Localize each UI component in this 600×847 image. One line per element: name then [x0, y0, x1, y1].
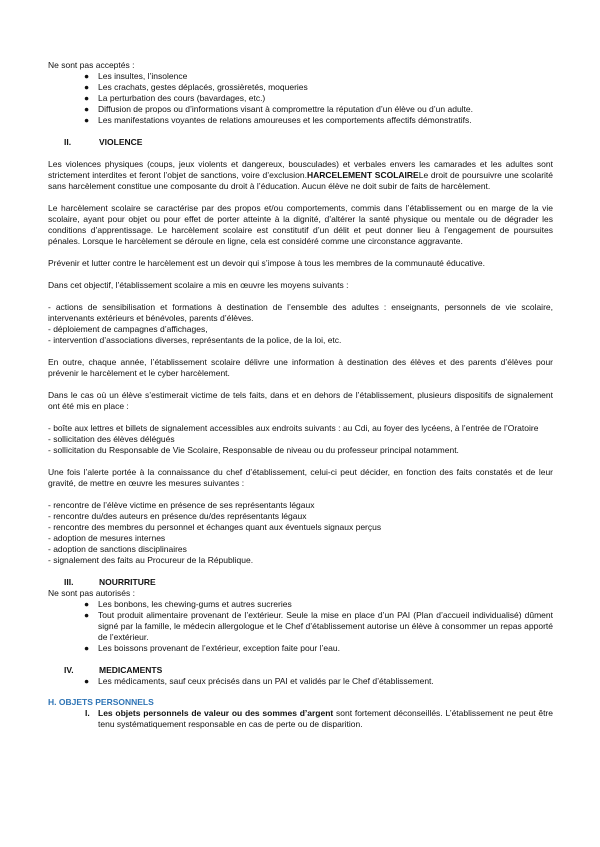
- not-accepted-intro: Ne sont pas acceptés :: [48, 60, 135, 70]
- section-heading-personal-objects: H. OBJETS PERSONNELS: [48, 697, 154, 707]
- personal-objects-item: I. Les objets personnels de valeur ou des sommes d’argent sont fortement déconseillés. L’établissement ne peut être tenu systématiquement responsable en cas de perte ou de disparition.: [85, 708, 553, 729]
- reporting-devices-list: [48, 423, 553, 456]
- list-item: ● La perturbation des cours (bavardages, etc.): [84, 93, 266, 103]
- violence-paragraph-1: Les violences physiques (coups, jeux violents et dangereux, bousculades) et verbales envers les camarades et les adultes sont strictement interdites et feront l’objet de sanctions, voire d’exclusion.HARCELEMENT SCOLAIRELe droit de poursuivre une scolarité sans harcèlement constitue une composante du droit à l’éducation. Aucun élève ne doit subir de faits de harcèlement.: [48, 159, 553, 191]
- violence-paragraph-3: Prévenir et lutter contre le harcèlement est un devoir qui s’impose à tous les membres de la communauté éducative.: [48, 258, 486, 268]
- list-item: - intervention d’associations diverses, représentants de la police, de la loi, etc.: [48, 335, 342, 345]
- list-item: - déploiement de campagnes d’affichages,: [48, 324, 208, 334]
- bullet-icon: ●: [84, 643, 90, 653]
- list-item: - rencontre de l’élève victime en présence de ses représentants légaux: [48, 500, 315, 510]
- violence-paragraph-5: En outre, chaque année, l’établissement scolaire délivre une information à destination des élèves et des parents d’élèves pour prévenir le harcèlement et le cyber harcèlement.: [48, 357, 553, 378]
- personal-objects-bold: Les objets personnels de valeur ou des sommes d’argent: [98, 708, 334, 718]
- harcelement-heading: HARCELEMENT SCOLAIRE: [306, 170, 419, 180]
- violence-paragraph-6: Dans le cas où un élève s’estimerait victime de tels faits, dans et en dehors de l’établissement, plusieurs dispositifs de signalement ont été mis en place :: [48, 390, 553, 411]
- violence-paragraph-2: Le harcèlement scolaire se caractérise par des propos et/ou comportements, commis dans l’établissement ou en marge de la vie scolaire, ayant pour objet ou pour effet de porter atteinte à la dignité, d’altérer la santé physique ou mentale ou de dégrader les conditions d’apprentissage. Le harcèlement scolaire est constitutif d’un délit et peut donner lieu à l’engagement de poursuites pénales. Lorsque le harcèlement se déroule en ligne, cela est considéré comme une circonstance aggravante.: [48, 203, 553, 246]
- list-item: ● Diffusion de propos ou d’informations visant à compromettre la réputation d’un élève ou d’un adulte.: [84, 104, 474, 114]
- bullet-icon: ●: [84, 104, 90, 114]
- list-item: ● Les insultes, l’insolence: [84, 71, 188, 81]
- list-item: ● Les bonbons, les chewing-gums et autres sucreries: [84, 599, 292, 609]
- bullet-icon: ●: [84, 599, 90, 609]
- list-item: ● Les boissons provenant de l’extérieur, exception faite pour l’eau.: [84, 643, 340, 653]
- not-accepted-list: [48, 71, 553, 126]
- page-content: [48, 60, 553, 730]
- violence-heading: [48, 137, 553, 148]
- list-item: - rencontre du/des auteurs en présence du/des représentants légaux: [48, 511, 307, 521]
- list-item: ● Les crachats, gestes déplacés, grossièretés, moqueries: [84, 82, 308, 92]
- violence-heading-number: II.: [64, 137, 72, 147]
- personal-objects-number: I.: [85, 708, 90, 718]
- food-heading-number: III.: [64, 577, 74, 587]
- list-item: - signalement des faits au Procureur de la République.: [48, 555, 254, 565]
- violence-paragraph-4: Dans cet objectif, l’établissement scolaire a mis en œuvre les moyens suivants :: [48, 280, 349, 290]
- bullet-icon: ●: [84, 82, 90, 92]
- list-item: ● Les manifestations voyantes de relations amoureuses et les comportements affectifs démonstratifs.: [84, 115, 472, 125]
- measures-list: [48, 500, 553, 566]
- bullet-icon: ●: [84, 93, 90, 103]
- food-list: [48, 599, 553, 654]
- list-item: - sollicitation des élèves délégués: [48, 434, 175, 444]
- food-heading-title: NOURRITURE: [99, 577, 156, 587]
- medicine-heading-number: IV.: [64, 665, 74, 675]
- bullet-icon: ●: [84, 610, 90, 620]
- list-item: - boîte aux lettres et billets de signalement accessibles aux endroits suivants : au Cdi, au foyer des lycéens, à l’entrée de l’Oratoire: [48, 423, 539, 433]
- medicine-heading: [48, 665, 553, 676]
- food-intro: Ne sont pas autorisés :: [48, 588, 135, 598]
- bullet-icon: ●: [84, 115, 90, 125]
- medicine-list: [48, 676, 553, 687]
- list-item: - adoption de mesures internes: [48, 533, 166, 543]
- list-item: ● Les médicaments, sauf ceux précisés dans un PAI et validés par le Chef d’établissement.: [84, 676, 434, 686]
- bullet-icon: ●: [84, 676, 90, 686]
- violence-heading-title: VIOLENCE: [99, 137, 143, 147]
- list-item: - adoption de sanctions disciplinaires: [48, 544, 187, 554]
- list-item: - actions de sensibilisation et formations à destination de l’ensemble des adultes : enseignants, personnels de vie scolaire, intervenants extérieurs et bénévoles, parents d’élèves.: [48, 302, 553, 323]
- medicine-heading-title: MEDICAMENTS: [99, 665, 163, 675]
- list-item: - rencontre des membres du personnel et échanges quant aux éventuels signaux perçus: [48, 522, 382, 532]
- list-item: ● Tout produit alimentaire provenant de l’extérieur. Seule la mise en place d’un PAI (Plan d’accueil individualisé) dûment signé par la famille, le médecin allergologue et le Chef d’établissement autorise un élève à consommer un repas apporté de l’extérieur.: [84, 610, 553, 642]
- violence-paragraph-7: Une fois l’alerte portée à la connaissance du chef d’établissement, celui-ci peut décider, en fonction des faits constatés et de leur gravité, de mettre en œuvre les mesures suivantes :: [48, 467, 553, 488]
- bullet-icon: ●: [84, 71, 90, 81]
- means-list: [48, 302, 553, 346]
- food-heading: [48, 577, 553, 588]
- list-item: - sollicitation du Responsable de Vie Scolaire, Responsable de niveau ou du professeur principal notamment.: [48, 445, 459, 455]
